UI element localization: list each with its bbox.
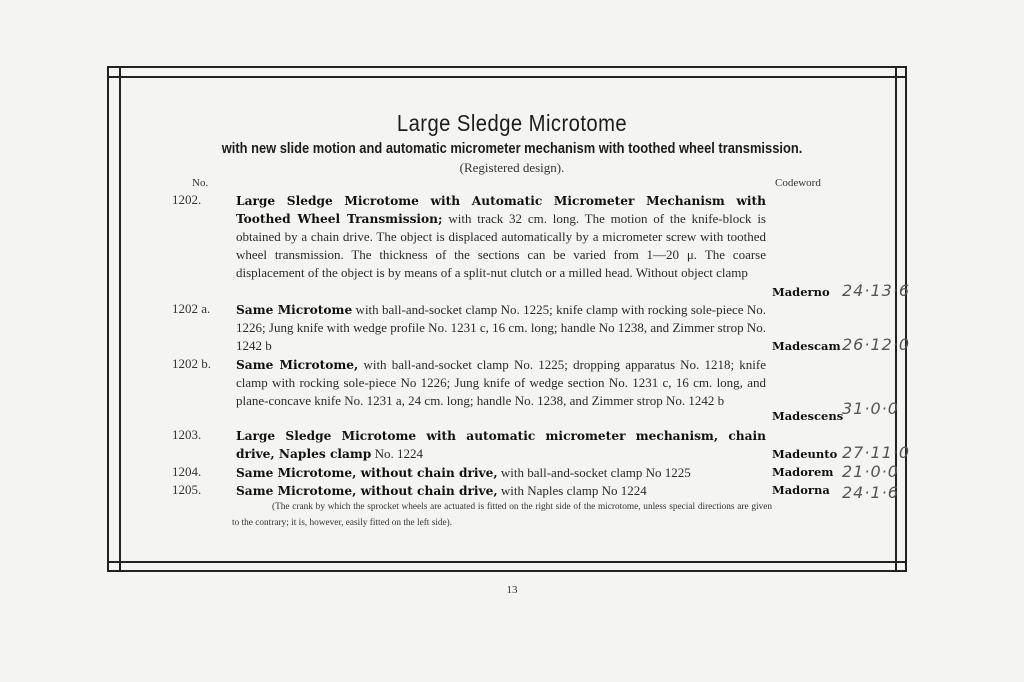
entry-detail: with Naples clamp No 1224 — [497, 483, 647, 498]
entry-bold-title: Same Microtome, — [236, 358, 359, 372]
entry-number: 1203. — [172, 427, 202, 442]
entry-price-handwritten: 27·11·0 — [842, 443, 911, 462]
entry-number: 1202. — [172, 192, 202, 207]
entry-price-handwritten: 24·13·6 — [842, 281, 911, 300]
entry-codeword: Madorem — [772, 465, 834, 479]
page-number: 13 — [506, 584, 518, 596]
entry-bold-title: Large Sledge Microtome with automatic micrometer mechanism, chain drive, Naples clamp — [236, 429, 766, 462]
entry-codeword: Madescens — [772, 409, 844, 423]
entry-price-handwritten: 31·0·0 — [842, 399, 899, 418]
entry-detail: with ball-and-socket clamp No 1225 — [497, 465, 691, 480]
entry-number: 1202 a. — [172, 301, 211, 316]
column-header-codeword: Codeword — [775, 177, 821, 189]
entry-codeword: Madescam — [772, 339, 841, 353]
entry-bold-title: Large Sledge Microtome with Automatic Micrometer Mechanism with Toothed Wheel Transmission; — [236, 194, 766, 227]
entry-codeword: Maderno — [772, 285, 830, 299]
entry-description — [236, 482, 766, 500]
entry-price-handwritten: 24·1·6 — [842, 483, 899, 502]
entry-price-handwritten: 26·12·0 — [842, 335, 911, 354]
page-title: Large Sledge Microtome — [396, 110, 628, 136]
entry-codeword: Madorna — [772, 483, 830, 497]
entry-description — [236, 301, 766, 355]
entry-bold-title: Same Microtome, without chain drive, — [236, 466, 498, 480]
entry-price-handwritten: 21·0·0 — [842, 462, 899, 481]
entry-codeword: Madeunto — [772, 447, 838, 461]
entry-bold-title: Same Microtome, without chain drive, — [236, 484, 498, 498]
entry-description — [236, 356, 766, 410]
entry-description — [236, 427, 766, 463]
entry-number: 1205. — [172, 482, 202, 497]
entry-detail: No. 1224 — [371, 446, 423, 462]
entry-number: 1202 b. — [172, 356, 211, 371]
entry-bold-title: Same Microtome — [236, 303, 353, 317]
entry-number: 1204. — [172, 464, 202, 479]
footnote: (The crank by which the sprocket wheels are actuated is fitted on the right side of the microtome, unless special directions are given to the contrary; it is, however, easily fitted on the left side). — [232, 502, 772, 528]
page-subtitle: with new slide motion and automatic micrometer mechanism with toothed wheel transmission. — [221, 140, 803, 157]
entry-description — [236, 192, 766, 282]
column-header-no: No. — [192, 177, 209, 189]
entry-detail: with track 32 cm. long. The motion of the knife-block is obtained by a chain drive. The object is displaced automatically by a micrometer screw with toothed wheel transmission. The thickness of the sections can be varied from 1—20 μ. The coarse displacement of the object is by means of a split-nut clutch or a milled head. Without object clamp — [236, 211, 766, 281]
frame-inner-top-line — [107, 76, 907, 78]
entry-detail: with ball-and-socket clamp No. 1225; knife clamp with rocking sole-piece No. 1226; Jung knife with wedge profile No. 1231 c, 16 cm. long; handle No 1238, and Zimmer strop No. 1242 b — [236, 302, 766, 354]
frame-inner-bottom-line — [107, 561, 907, 563]
registered-design-note: (Registered design). — [459, 160, 565, 175]
entry-description — [236, 464, 766, 482]
entry-detail: with ball-and-socket clamp No. 1225; dropping apparatus No. 1218; knife clamp with rocking sole-piece No 1226; Jung knife of wedge section No. 1231 c, 16 cm. long, and plane-concave knife No. 1231 a, 24 cm. long; handle No. 1238, and Zimmer strop No. 1242 b — [236, 357, 766, 409]
